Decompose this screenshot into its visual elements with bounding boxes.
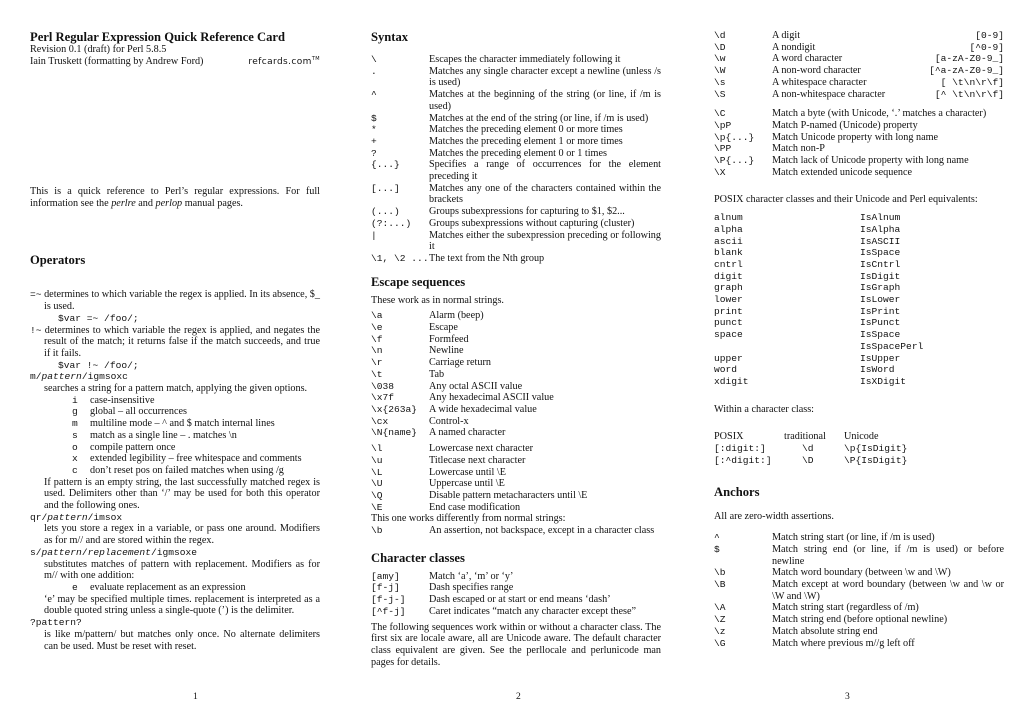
item-desc: Lowercase next character xyxy=(429,443,534,455)
posix-name: upper xyxy=(714,352,743,364)
traditional-class: \D xyxy=(802,454,814,466)
item-desc: A non-whitespace character xyxy=(772,88,886,100)
item-key: \d xyxy=(714,30,726,41)
list-item xyxy=(371,571,661,583)
item-desc: Match non-P xyxy=(772,143,825,155)
item-desc: The text from the Nth group xyxy=(429,252,545,264)
item-desc: Match ‘a’, ‘m’ or ‘y’ xyxy=(429,570,514,582)
within-class-label: Within a character class: xyxy=(714,403,814,415)
posix-name: alnum xyxy=(714,212,743,224)
list-item xyxy=(371,345,661,357)
posix-name: punct xyxy=(714,317,743,329)
flag-row xyxy=(30,406,320,418)
list-item xyxy=(714,579,1004,602)
posix-row xyxy=(714,212,1004,224)
class-sequence-row xyxy=(714,53,1004,65)
flag-desc: case-insensitive xyxy=(90,394,155,406)
item-range: [^0-9] xyxy=(969,41,1004,53)
anchors-intro: All are zero-width assertions. xyxy=(714,510,834,522)
list-item xyxy=(371,369,661,381)
classes-note: The following sequences work within or without a character class. The first six are locale aware, all are Unicode aware. The default character class equivalent are given. See the perllocale and perlunicode man pages for details. xyxy=(371,621,661,668)
item-desc: Match string start (or line, if /m is used) xyxy=(772,532,935,544)
item-key: \B xyxy=(714,579,726,591)
posix-row xyxy=(714,353,1004,365)
item-range: [ \t\n\r\f] xyxy=(940,76,1004,88)
unicode-equivalent: IsUpper xyxy=(860,352,901,364)
within-class-rows xyxy=(714,443,1004,466)
item-desc: Formfeed xyxy=(429,333,469,345)
class-sequence-row xyxy=(714,89,1004,101)
item-key: \x{263a} xyxy=(371,403,418,415)
item-key: \S xyxy=(714,88,726,100)
flag-row xyxy=(30,453,320,465)
item-key: \x7f xyxy=(371,392,395,404)
op-bind: =~ determines to which variable the regex is applied. In its absence, $_ is used. xyxy=(30,289,320,313)
item-desc: A named character xyxy=(429,427,506,439)
list-item xyxy=(371,136,661,148)
unicode-equivalent: IsSpace xyxy=(860,247,901,259)
item-desc: A word character xyxy=(772,53,843,65)
item-key: [^f-j] xyxy=(371,605,406,617)
item-desc: Match a byte (with Unicode, ‘.’ matches a character) xyxy=(772,108,987,120)
item-desc: A whitespace character xyxy=(772,76,867,88)
op-q-desc: is like m/pattern/ but matches only once. No alternate delimiters can be used. Must be reset with reset. xyxy=(44,628,320,652)
unicode-equivalent: IsAlpha xyxy=(860,223,901,235)
item-key: $ xyxy=(714,543,720,555)
flag-desc: don’t reset pos on failed matches when using /g xyxy=(90,464,284,476)
item-key: [f-j-] xyxy=(371,594,406,606)
posix-row xyxy=(714,224,1004,236)
posix-name: alpha xyxy=(714,223,743,235)
item-desc: Control-x xyxy=(429,415,469,427)
list-item xyxy=(714,602,1004,614)
within-class-row xyxy=(714,455,1004,467)
list-item xyxy=(371,322,661,334)
item-desc: Carriage return xyxy=(429,357,491,369)
list-item xyxy=(371,66,661,89)
item-desc: Disable pattern metacharacters until \E xyxy=(429,489,588,501)
item-key: \P{...} xyxy=(714,155,755,167)
posix-row xyxy=(714,364,1004,376)
posix-class: [:^digit:] xyxy=(714,454,772,466)
item-desc: Matches any single character except a newline (unless /s is used) xyxy=(429,65,661,89)
item-range: [^a-zA-Z0-9_] xyxy=(929,65,1004,77)
flag-row xyxy=(30,430,320,442)
item-key: (?:...) xyxy=(371,217,412,229)
item-key: \038 xyxy=(371,380,395,392)
posix-name: word xyxy=(714,364,738,376)
flag-key: i xyxy=(72,394,78,406)
list-item xyxy=(371,310,661,322)
item-key: \b xyxy=(714,567,726,579)
within-class-header: POSIX traditional Unicode xyxy=(714,431,879,443)
page-number-1: 1 xyxy=(193,691,198,702)
item-desc: Match absolute string end xyxy=(772,625,878,637)
list-item xyxy=(371,490,661,502)
unicode-equivalent: IsGraph xyxy=(860,282,901,294)
op-s-syntax: s/pattern/replacement/igmsoxe xyxy=(30,546,197,558)
escape-intro: These work as in normal strings. xyxy=(371,294,504,306)
item-desc: Match extended unicode sequence xyxy=(772,166,913,178)
list-item xyxy=(371,218,661,230)
op-s-note: ‘e’ may be specified multiple times. replacement is interpreted as a double quoted string unless a single-quote (’) is the delimiter. xyxy=(44,593,320,617)
op-notbind: !~ determines to which variable the regex is applied, and negates the result of the match; it returns false if the match succeeds, and true if it fails. xyxy=(30,324,321,359)
list-item xyxy=(371,455,661,467)
item-key: \u xyxy=(371,454,383,466)
item-key: \C xyxy=(714,108,726,120)
posix-row xyxy=(714,294,1004,306)
list-item xyxy=(371,594,661,606)
classes-heading: Character classes xyxy=(371,550,465,565)
item-desc: Titlecase next character xyxy=(429,454,526,466)
anchors-list xyxy=(714,532,1004,649)
item-desc: Groups subexpressions for capturing to $1, $2... xyxy=(429,206,625,218)
list-item xyxy=(371,148,661,160)
flag-desc: extended legibility – free whitespace and comments xyxy=(90,453,302,465)
list-item xyxy=(714,120,1004,132)
unicode-class: \p{IsDigit} xyxy=(844,443,908,455)
list-item xyxy=(714,626,1004,638)
anchors-heading: Anchors xyxy=(714,484,760,499)
list-item xyxy=(714,108,1004,120)
flag-key: o xyxy=(72,441,78,453)
list-item xyxy=(371,113,661,125)
posix-name: cntrl xyxy=(714,258,743,270)
item-desc: A non-word character xyxy=(772,65,861,77)
list-item xyxy=(371,89,661,112)
item-key: \L xyxy=(371,466,383,478)
item-key: \p{...} xyxy=(714,131,755,143)
item-desc: End case modification xyxy=(429,501,521,513)
item-desc: Matches the preceding element 0 or 1 times xyxy=(429,147,607,159)
flag-desc: match as a single line – . matches \n xyxy=(90,429,237,441)
item-key: \n xyxy=(371,345,383,357)
list-item xyxy=(714,155,1004,167)
item-key: \w xyxy=(714,53,726,65)
list-item xyxy=(371,54,661,66)
item-desc: Match Unicode property with long name xyxy=(772,131,939,143)
list-item xyxy=(371,443,661,455)
list-item xyxy=(371,230,661,253)
list-item xyxy=(371,606,661,618)
item-key: \a xyxy=(371,310,383,322)
posix-row xyxy=(714,282,1004,294)
item-key: \z xyxy=(714,625,726,637)
item-desc: Matches the preceding element 0 or more times xyxy=(429,124,623,136)
class-sequence-list xyxy=(714,30,1004,100)
unicode-equivalent: IsSpace xyxy=(860,329,901,341)
item-desc: Matches at the beginning of the string (or line, if /m is used) xyxy=(429,89,661,112)
op-m-syntax: m/pattern/igmsoxc xyxy=(30,371,128,383)
op-s-desc: substitutes matches of pattern with replacement. Modifiers as for m// with one addition: xyxy=(44,558,320,582)
item-key: \A xyxy=(714,602,726,614)
list-item xyxy=(714,167,1004,179)
item-key: ^ xyxy=(371,89,377,101)
item-key: \Q xyxy=(371,489,383,501)
item-desc: Dash escaped or at start or end means ‘dash’ xyxy=(429,594,611,606)
unicode-equivalent: IsLower xyxy=(860,294,901,306)
item-desc: Match word boundary (between \w and \W) xyxy=(772,567,951,579)
posix-row xyxy=(714,376,1004,388)
posix-row xyxy=(714,317,1004,329)
traditional-class: \d xyxy=(802,443,814,455)
posix-name: lower xyxy=(714,294,743,306)
unicode-equivalent: IsASCII xyxy=(860,235,901,247)
syntax-heading: Syntax xyxy=(371,30,409,44)
posix-name: graph xyxy=(714,282,743,294)
unicode-equivalent: IsDigit xyxy=(860,270,901,282)
refcards-logo: refcards.com™ xyxy=(248,56,320,67)
flag-key: g xyxy=(72,406,78,418)
case-escape-list xyxy=(371,443,661,513)
item-key: | xyxy=(371,229,377,241)
class-sequence-row xyxy=(714,30,1004,42)
item-key: [...] xyxy=(371,182,400,194)
backspace-row: \b An assertion, not backspace, except in a character class xyxy=(371,525,655,537)
posix-list xyxy=(714,212,1004,388)
posix-intro: POSIX character classes and their Unicode and Perl equivalents: xyxy=(714,194,978,206)
posix-name: ascii xyxy=(714,235,743,247)
list-item xyxy=(371,467,661,479)
item-key: * xyxy=(371,124,377,136)
list-item xyxy=(714,567,1004,579)
diff-note: This one works differently from normal strings: xyxy=(371,513,566,525)
item-key: \Z xyxy=(714,614,726,626)
list-item xyxy=(371,357,661,369)
item-key: . xyxy=(371,65,377,77)
item-desc: Tab xyxy=(429,368,445,380)
item-key: \X xyxy=(714,166,726,178)
escape-list xyxy=(371,310,661,439)
item-key: ? xyxy=(371,147,377,159)
flag-row xyxy=(30,465,320,477)
item-key: \s xyxy=(714,76,726,88)
item-desc: Caret indicates “match any character except these” xyxy=(429,605,637,617)
list-item xyxy=(714,614,1004,626)
op-m-desc: searches a string for a pattern match, applying the given options. xyxy=(44,383,308,395)
s-flag-e: e evaluate replacement as an expression xyxy=(72,581,246,593)
page-number-3: 3 xyxy=(845,691,850,702)
item-key: \1, \2 ... xyxy=(371,252,429,264)
item-desc: Any octal ASCII value xyxy=(429,380,523,392)
list-item xyxy=(371,502,661,514)
unicode-equivalent: IsCntrl xyxy=(860,258,901,270)
flag-row xyxy=(30,442,320,454)
item-key: \E xyxy=(371,501,383,513)
flag-desc: compile pattern once xyxy=(90,441,176,453)
flag-key: m xyxy=(72,418,78,430)
item-desc: Match where previous m//g left off xyxy=(772,637,915,649)
list-item xyxy=(371,381,661,393)
item-desc: Escape xyxy=(429,322,458,334)
posix-name: xdigit xyxy=(714,375,749,387)
item-desc: Matches at the end of the string (or line, if /m is used) xyxy=(429,112,649,124)
item-key: \t xyxy=(371,368,383,380)
list-item xyxy=(371,582,661,594)
item-desc: Uppercase until \E xyxy=(429,478,505,490)
item-desc: Match except at word boundary (between \w and \w or \W and \W) xyxy=(772,579,1004,602)
list-item xyxy=(714,532,1004,544)
page-1 xyxy=(30,30,320,652)
revision-line: Revision 0.1 (draft) for Perl 5.8.5 xyxy=(30,44,167,55)
item-key: [amy] xyxy=(371,570,400,582)
item-key: \N{name} xyxy=(371,427,418,439)
posix-name: blank xyxy=(714,247,743,259)
posix-name xyxy=(714,341,860,353)
unicode-equivalent: IsPrint xyxy=(860,305,901,317)
item-key: \r xyxy=(371,357,383,369)
item-key: \pP xyxy=(714,119,732,131)
page-3 xyxy=(714,30,1004,649)
flag-desc: global – all occurrences xyxy=(90,406,188,418)
unicode-sequence-list xyxy=(714,108,1004,178)
unicode-equivalent: IsSpacePerl xyxy=(860,340,924,352)
item-desc: Newline xyxy=(429,345,464,357)
operators-heading: Operators xyxy=(30,253,86,268)
posix-row xyxy=(714,341,1004,353)
classes-list xyxy=(371,571,661,618)
posix-row xyxy=(714,271,1004,283)
item-desc: A nondigit xyxy=(772,41,816,53)
item-key: \e xyxy=(371,322,383,334)
flag-key: s xyxy=(72,429,78,441)
item-key: \U xyxy=(371,478,383,490)
item-key: [f-j] xyxy=(371,582,400,594)
class-sequence-row xyxy=(714,42,1004,54)
posix-row xyxy=(714,306,1004,318)
item-desc: Match string start (regardless of /m) xyxy=(772,602,919,614)
item-desc: Match string end (or line, if /m is used) or before newline xyxy=(772,543,1004,567)
posix-name: print xyxy=(714,305,743,317)
class-sequence-row xyxy=(714,65,1004,77)
item-desc: A digit xyxy=(772,30,801,41)
list-item xyxy=(371,392,661,404)
item-desc: Groups subexpressions without capturing (cluster) xyxy=(429,217,635,229)
list-item xyxy=(714,544,1004,567)
item-key: {...} xyxy=(371,159,400,171)
unicode-equivalent: IsPunct xyxy=(860,317,901,329)
list-item xyxy=(371,334,661,346)
page-2 xyxy=(371,30,661,668)
within-class-row xyxy=(714,443,1004,455)
unicode-equivalent: IsAlnum xyxy=(860,212,901,224)
op-bind-example: $var =~ /foo/; xyxy=(58,312,139,324)
item-desc: Dash specifies range xyxy=(429,582,514,594)
op-q-syntax: ?pattern? xyxy=(30,617,82,629)
item-desc: Lowercase until \E xyxy=(429,466,506,478)
posix-row xyxy=(714,329,1004,341)
item-desc: A wide hexadecimal value xyxy=(429,403,537,415)
list-item xyxy=(371,206,661,218)
syntax-list xyxy=(371,54,661,265)
flag-desc: multiline mode – ^ and $ match internal lines xyxy=(90,418,275,430)
item-desc: Match P-named (Unicode) property xyxy=(772,119,918,131)
list-item xyxy=(371,404,661,416)
item-key: + xyxy=(371,135,377,147)
item-desc: Any hexadecimal ASCII value xyxy=(429,392,554,404)
item-key: \D xyxy=(714,41,726,53)
item-range: [a-zA-Z0-9_] xyxy=(934,53,1004,65)
item-key: \cx xyxy=(371,415,389,427)
item-key: \W xyxy=(714,65,726,77)
item-key: (...) xyxy=(371,206,400,218)
list-item xyxy=(371,253,661,265)
item-key: \PP xyxy=(714,143,732,155)
op-qr-desc: lets you store a regex in a variable, or pass one around. Modifiers as for m// and are stored within the regex. xyxy=(44,523,320,547)
list-item xyxy=(714,132,1004,144)
posix-class: [:digit:] xyxy=(714,443,766,455)
posix-row xyxy=(714,247,1004,259)
item-key: \l xyxy=(371,443,383,455)
op-notbind-example: $var !~ /foo/; xyxy=(58,359,139,371)
item-desc: Alarm (beep) xyxy=(429,310,484,322)
item-desc: Matches the preceding element 1 or more times xyxy=(429,135,623,147)
item-desc: Match lack of Unicode property with long name xyxy=(772,155,969,167)
list-item xyxy=(371,183,661,206)
item-key: $ xyxy=(371,112,377,124)
item-key: ^ xyxy=(714,532,720,544)
list-item xyxy=(714,143,1004,155)
list-item xyxy=(371,159,661,182)
list-item xyxy=(371,427,661,439)
item-desc: Match string end (before optional newline) xyxy=(772,614,948,626)
posix-row xyxy=(714,236,1004,248)
page-number-2: 2 xyxy=(516,691,521,702)
posix-name: digit xyxy=(714,270,743,282)
list-item xyxy=(371,478,661,490)
item-key: \f xyxy=(371,333,383,345)
m-flags-list xyxy=(30,395,320,477)
op-m-note: If pattern is an empty string, the last successfully matched regex is used. Delimiters other than ‘/’ may be used for both this operator and the following ones. xyxy=(44,476,320,512)
item-desc: Escapes the character immediately following it xyxy=(429,54,621,65)
authors-line: Iain Truskett (formatting by Andrew Ford) xyxy=(30,55,204,67)
unicode-class: \P{IsDigit} xyxy=(844,454,908,466)
unicode-equivalent: IsXDigit xyxy=(860,375,907,387)
item-desc: Matches any one of the characters contained within the brackets xyxy=(429,182,661,206)
flag-row xyxy=(30,395,320,407)
flag-row xyxy=(30,418,320,430)
item-desc: Specifies a range of occurrences for the element preceding it xyxy=(429,159,661,183)
unicode-equivalent: IsWord xyxy=(860,364,895,376)
item-key: \G xyxy=(714,637,726,649)
list-item xyxy=(371,124,661,136)
page-title: Perl Regular Expression Quick Reference Card xyxy=(30,30,285,44)
item-range: [^ \t\n\r\f] xyxy=(934,88,1004,100)
list-item xyxy=(371,416,661,428)
flag-key: c xyxy=(72,464,78,476)
posix-row xyxy=(714,259,1004,271)
posix-name: space xyxy=(714,329,743,341)
intro-paragraph: This is a quick reference to Perl’s regular expressions. For full information see the perlre and perlop manual pages. xyxy=(30,186,320,209)
class-sequence-row xyxy=(714,77,1004,89)
item-range: [0-9] xyxy=(975,30,1004,41)
flag-key: x xyxy=(72,453,78,465)
item-desc: Matches either the subexpression preceding or following it xyxy=(429,229,661,253)
item-key: \ xyxy=(371,54,377,65)
escape-heading: Escape sequences xyxy=(371,274,466,289)
op-qr-syntax: qr/pattern/imsox xyxy=(30,511,123,523)
list-item xyxy=(714,638,1004,650)
